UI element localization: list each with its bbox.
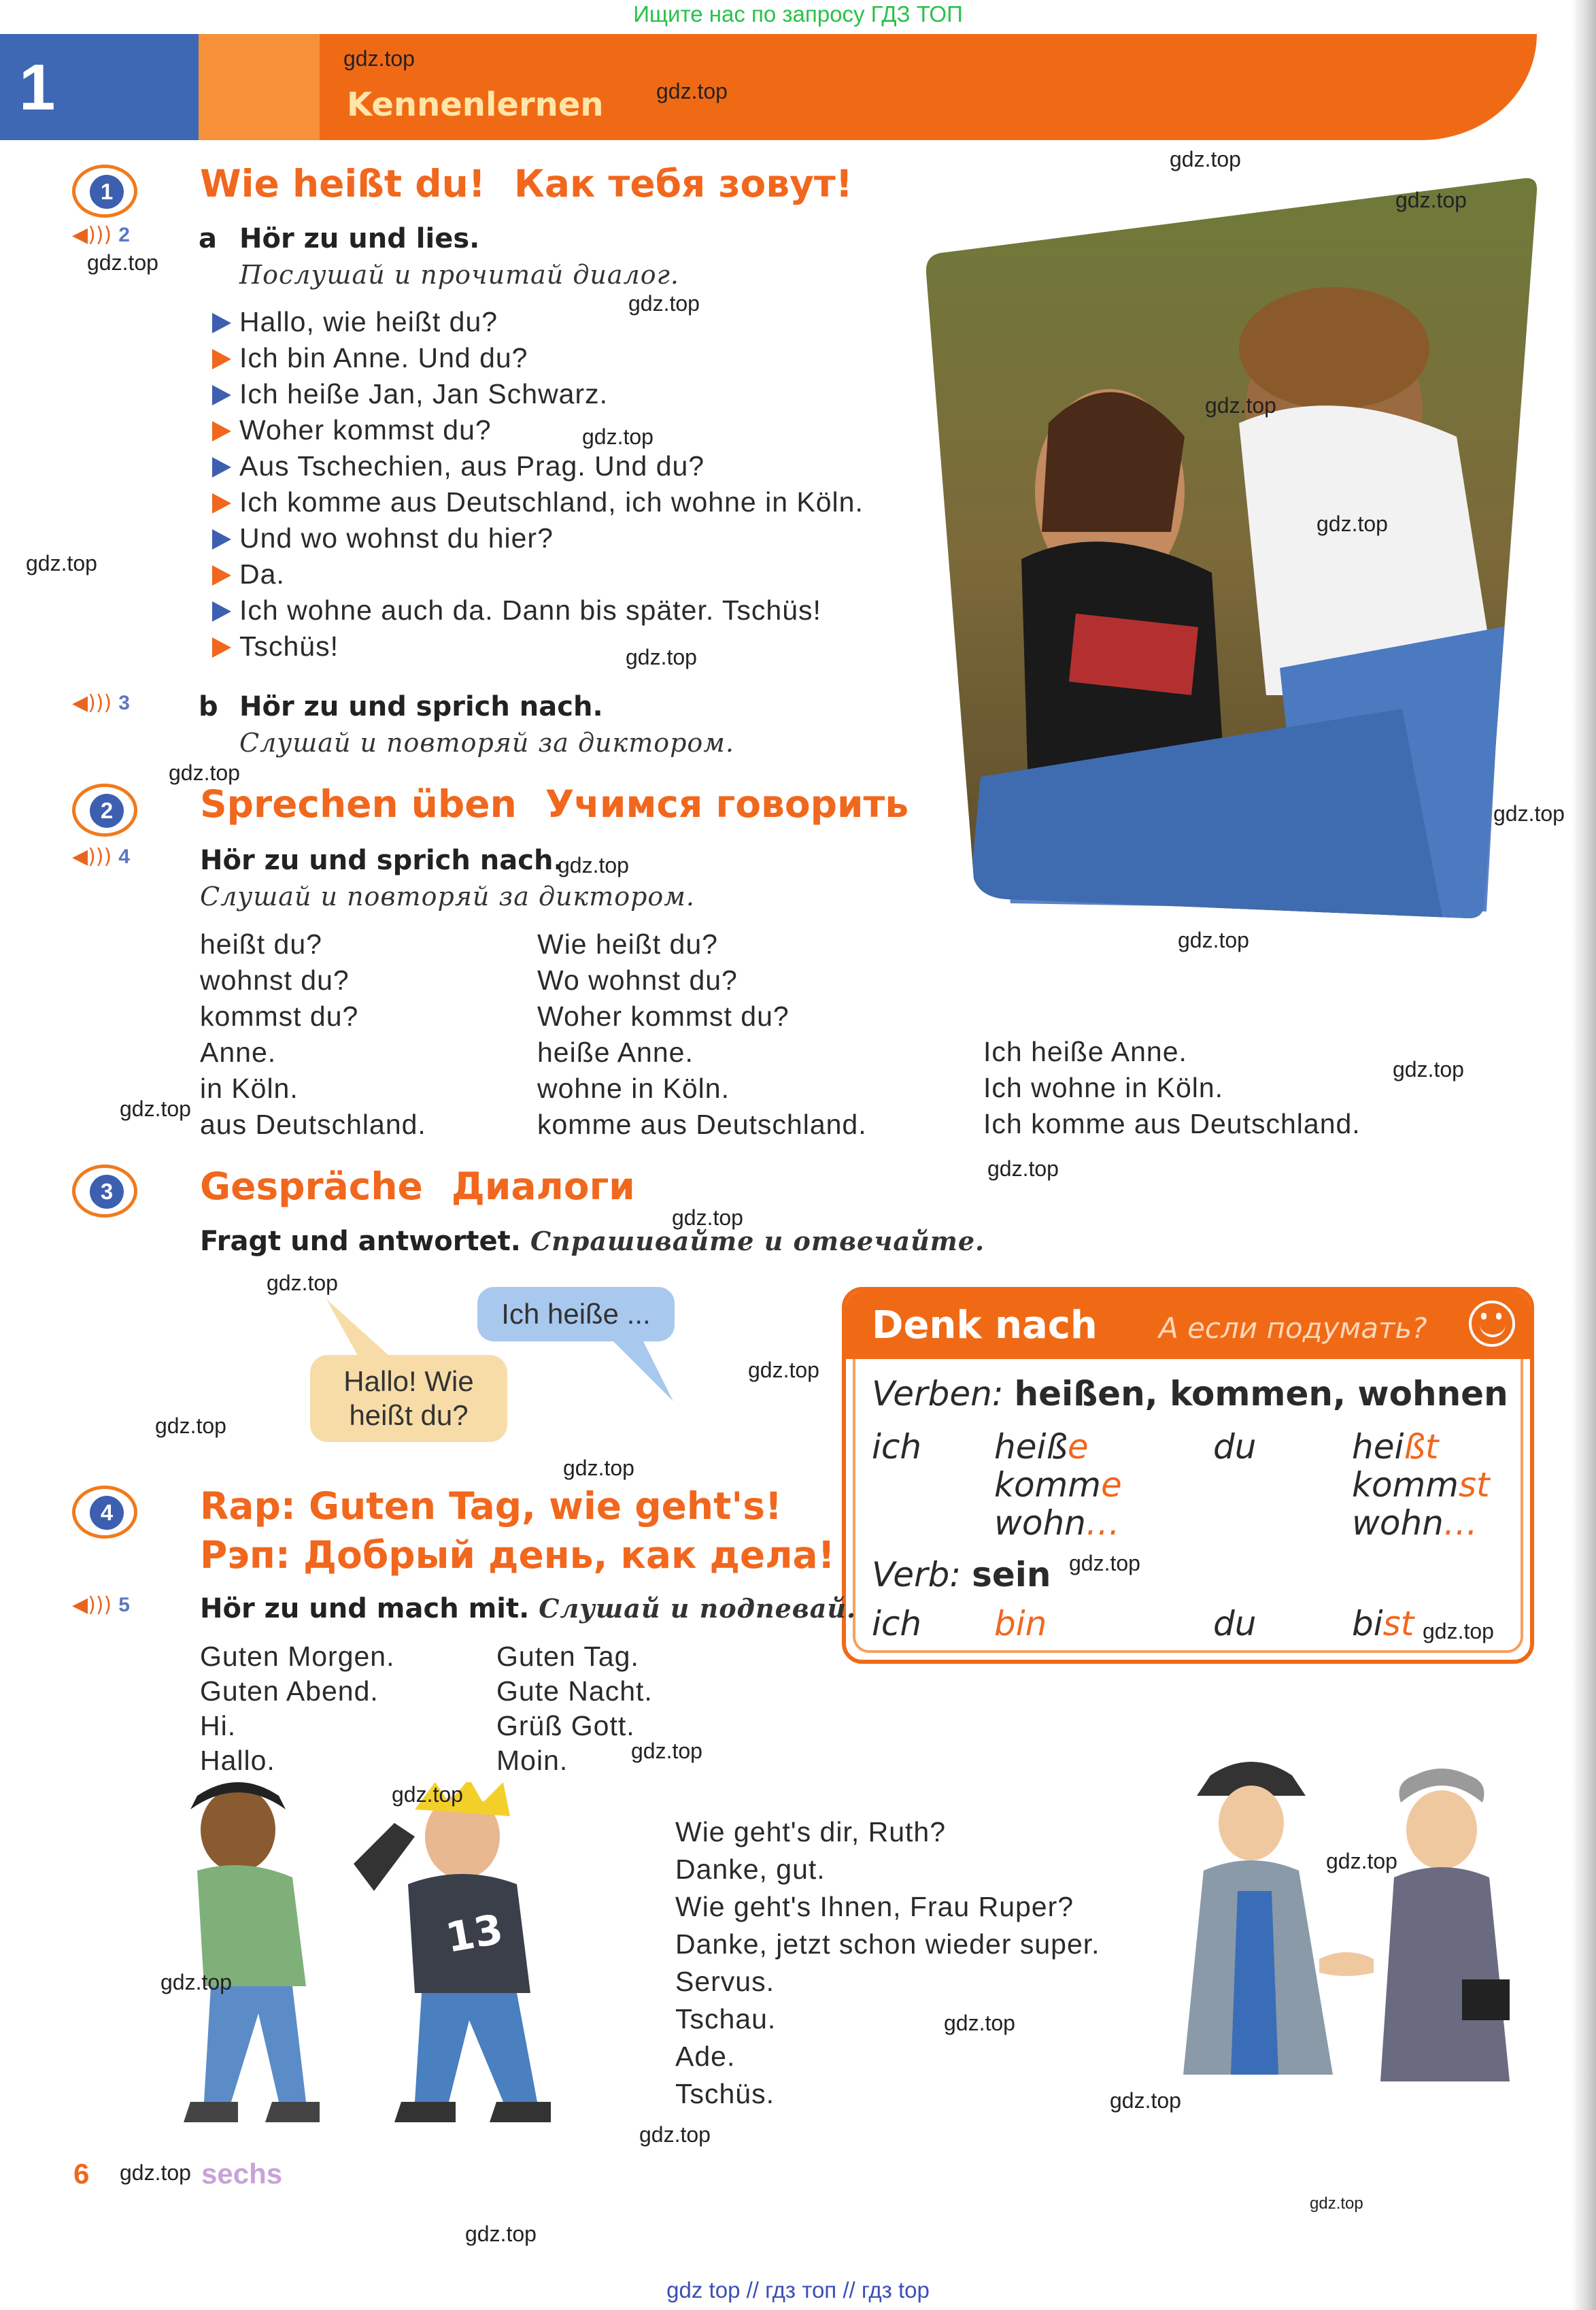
speaker-a-triangle-icon	[212, 457, 231, 478]
ich-form: komme	[994, 1465, 1122, 1505]
pronoun-ich: ich	[872, 1427, 922, 1467]
speaker-a-triangle-icon	[212, 529, 231, 550]
watermark: gdz.top	[1423, 1619, 1494, 1643]
dialog-line: Und wo wohnst du hier?	[239, 522, 554, 554]
rap-line: Danke, jetzt schon wieder super.	[675, 1928, 1100, 1960]
watermark: gdz.top	[1069, 1551, 1140, 1575]
unit-title: Kennenlernen	[347, 86, 604, 124]
sein-pronoun-ich: ich	[872, 1604, 922, 1643]
task-a-instruction: Hör zu und lies.	[239, 223, 480, 254]
page-spine-shadow	[1572, 0, 1596, 2310]
speaker-a-triangle-icon	[212, 385, 231, 405]
photo-teenagers	[926, 178, 1538, 920]
greeting-item: Hallo.	[200, 1745, 275, 1776]
ich-form: wohn…	[994, 1503, 1120, 1543]
watermark: gdz.top	[87, 250, 158, 275]
watermark: gdz.top	[672, 1205, 743, 1230]
greeting-item: Guten Abend.	[200, 1675, 379, 1707]
watermark: gdz.top	[26, 551, 97, 575]
watermark: gdz.top	[626, 645, 697, 669]
watermark: gdz.top	[631, 1739, 702, 1763]
task-a-instruction-ru: Послушай и прочитай диалог.	[239, 260, 679, 290]
sein-du-form: bist	[1352, 1604, 1414, 1643]
denk-nach-title: Denk nach	[872, 1303, 1098, 1348]
page-number-word: sechs	[201, 2158, 283, 2190]
exercise-2-instruction-ru: Слушай и повторяй за диктором.	[200, 882, 695, 911]
sein-pronoun-du: du	[1213, 1604, 1257, 1643]
watermark: gdz.top	[120, 1097, 191, 1121]
sein-ich-form: bin	[994, 1604, 1047, 1643]
exercise-3-badge: 3	[72, 1165, 137, 1218]
exercise-3-title: Gespräche Диалоги	[200, 1165, 635, 1208]
dialog-line: Aus Tschechien, aus Prag. Und du?	[239, 450, 704, 482]
exercise-4-badge: 4	[72, 1486, 137, 1539]
watermark: gdz.top	[748, 1358, 819, 1382]
watermark: gdz.top	[392, 1782, 463, 1807]
dialog-line: Ich wohne auch da. Dann bis später. Tschüs!	[239, 595, 821, 626]
exercise-4-title-de: Rap: Guten Tag, wie geht's!	[200, 1484, 783, 1528]
speaker-a-triangle-icon	[212, 601, 231, 622]
drill-item: wohne in Köln.	[537, 1073, 730, 1104]
drill-item: heißt du?	[200, 928, 322, 960]
watermark: gdz.top	[1178, 928, 1249, 952]
greeting-item: Hi.	[200, 1710, 237, 1741]
watermark: gdz.top	[155, 1413, 226, 1438]
dialog-line: Ich komme aus Deutschland, ich wohne in Köln.	[239, 486, 864, 518]
drill-item: heiße Anne.	[537, 1037, 694, 1068]
exercise-2-instruction: Hör zu und sprich nach.	[200, 845, 564, 876]
drill-item: kommst du?	[200, 1001, 359, 1032]
rap-line: Danke, gut.	[675, 1854, 826, 1885]
watermark: gdz.top	[987, 1156, 1059, 1181]
drill-item: Anne.	[200, 1037, 277, 1068]
verben-line: Verben: heißen, kommen, wohnen	[872, 1374, 1508, 1413]
watermark: gdz.top	[1110, 2088, 1181, 2113]
drill-item: Ich komme aus Deutschland.	[983, 1108, 1361, 1139]
du-form: kommst	[1352, 1465, 1490, 1505]
exercise-1-title: Wie heißt du! Как тебя зовут!	[200, 162, 853, 205]
du-form: wohn…	[1352, 1503, 1478, 1543]
watermark: gdz.top	[169, 760, 240, 785]
watermark: gdz.top	[563, 1456, 634, 1480]
drill-item: komme aus Deutschland.	[537, 1109, 867, 1140]
greetings-column-2	[496, 1639, 653, 1778]
greetings-column-1	[200, 1639, 395, 1778]
exercise-2-title: Sprechen üben Учимся говорить	[200, 782, 909, 826]
dialog-line: Ich bin Anne. Und du?	[239, 342, 528, 374]
rap-line: Wie geht's dir, Ruth?	[675, 1816, 947, 1847]
rap-line: Ade.	[675, 2041, 736, 2072]
drill-column-2	[537, 926, 867, 1143]
task-a-label: a	[199, 223, 217, 254]
watermark: gdz.top	[1393, 1057, 1464, 1082]
speaker-b-triangle-icon	[212, 637, 231, 658]
drill-column-3	[983, 1034, 1361, 1142]
speaker-b-triangle-icon	[212, 349, 231, 369]
exercise-4-title-ru: Рэп: Добрый день, как дела!	[200, 1533, 835, 1577]
drill-item: wohnst du?	[200, 965, 350, 996]
watermark: gdz.top	[1205, 393, 1276, 418]
watermark: gdz.top	[120, 2160, 191, 2185]
watermark: gdz.top	[1170, 147, 1241, 171]
watermark: gdz.top	[1493, 801, 1565, 826]
speaker-icon: ◀︎)))	[72, 691, 112, 715]
speaker-icon: ◀︎)))	[72, 845, 112, 869]
watermark: gdz.top	[628, 291, 700, 316]
verb-sein-line: Verb: sein	[872, 1555, 1051, 1594]
rap-line: Tschau.	[675, 2003, 777, 2035]
speaker-icon: ◀︎)))	[72, 223, 112, 247]
speaker-a-triangle-icon	[212, 313, 231, 333]
drill-item: Wo wohnst du?	[537, 965, 738, 996]
speaker-b-triangle-icon	[212, 493, 231, 514]
illustration-boys	[150, 1782, 626, 2136]
svg-text:13: 13	[442, 1905, 507, 1962]
watermark: gdz.top	[582, 424, 653, 449]
unit-number: 1	[19, 51, 56, 124]
drill-item: aus Deutschland.	[200, 1109, 426, 1140]
denk-nach-box	[842, 1287, 1534, 1664]
dialog-line: Hallo, wie heißt du?	[239, 306, 498, 338]
drill-item: Wie heißt du?	[537, 928, 718, 960]
rap-line: Wie geht's Ihnen, Frau Ruper?	[675, 1891, 1074, 1922]
watermark: gdz.top	[1395, 188, 1467, 212]
task-b-instruction: Hör zu und sprich nach.	[239, 691, 603, 722]
task-b-instruction-ru: Слушай и повторяй за диктором.	[239, 728, 734, 758]
watermark: gdz.top	[1326, 1849, 1397, 1873]
speech-bubble-blue: Ich heiße ...	[477, 1287, 675, 1341]
watermark: gdz.top	[267, 1271, 338, 1295]
watermark: gdz.top	[639, 2122, 711, 2147]
drill-item: Ich wohne in Köln.	[983, 1072, 1224, 1103]
greeting-item: Guten Tag.	[496, 1641, 639, 1672]
speaker-b-triangle-icon	[212, 421, 231, 441]
speaker-icon: ◀︎)))	[72, 1593, 112, 1617]
watermark: gdz.top	[656, 79, 728, 103]
watermark: gdz.top	[1317, 512, 1388, 536]
dialog-line: Tschüs!	[239, 631, 339, 663]
denk-nach-subtitle: А если подумать?	[1159, 1311, 1427, 1345]
watermark: gdz.top	[558, 853, 629, 877]
watermark: gdz.top	[1310, 2194, 1363, 2213]
exercise-4-instruction: Hör zu und mach mit. Слушай и подпевай.	[200, 1593, 857, 1624]
greeting-item: Moin.	[496, 1745, 568, 1776]
ich-form: heiße	[994, 1427, 1089, 1467]
watermark: gdz.top	[343, 46, 415, 71]
speaker-b-triangle-icon	[212, 565, 231, 586]
audio-track-2[interactable]: ◀︎))) 2	[72, 223, 130, 247]
illustration-elderly-women	[1170, 1755, 1537, 2109]
exercise-2-badge: 2	[72, 784, 137, 837]
du-form: heißt	[1352, 1427, 1439, 1467]
dialog-line: Ich heiße Jan, Jan Schwarz.	[239, 378, 608, 410]
bottom-links[interactable]: gdz top // гдз топ // гдз top	[666, 2277, 930, 2303]
page-number: 6	[73, 2158, 90, 2190]
greeting-item: Grüß Gott.	[496, 1710, 635, 1741]
drill-item: Ich heiße Anne.	[983, 1036, 1187, 1067]
top-search-banner[interactable]: Ищите нас по запросу ГДЗ ТОП	[633, 1, 963, 27]
drill-item: Woher kommst du?	[537, 1001, 789, 1032]
greeting-item: Gute Nacht.	[496, 1675, 653, 1707]
dialog-line: Woher kommst du?	[239, 414, 492, 446]
exercise-1-badge: 1	[72, 165, 137, 218]
header-light-orange-block	[199, 34, 320, 140]
drill-column-1	[200, 926, 426, 1143]
drill-item: in Köln.	[200, 1073, 299, 1104]
greeting-item: Guten Morgen.	[200, 1641, 395, 1672]
watermark: gdz.top	[944, 2011, 1015, 2035]
rap-line: Servus.	[675, 1966, 775, 1997]
speech-bubble-yellow: Hallo! Wie heißt du?	[310, 1355, 507, 1442]
audio-track-3[interactable]: ◀︎))) 3	[72, 691, 130, 715]
audio-track-4[interactable]: ◀︎))) 4	[72, 845, 130, 869]
rap-line: Tschüs.	[675, 2078, 775, 2109]
dialog-line: Da.	[239, 558, 285, 590]
exercise-3-instruction: Fragt und antwortet. Спрашивайте и отвечайте.	[200, 1226, 985, 1257]
audio-track-5[interactable]: ◀︎))) 5	[72, 1593, 130, 1617]
task-b-label: b	[199, 691, 218, 722]
pronoun-du: du	[1213, 1427, 1257, 1467]
watermark: gdz.top	[465, 2222, 537, 2246]
smiley-icon	[1469, 1301, 1515, 1347]
watermark: gdz.top	[160, 1970, 232, 1994]
